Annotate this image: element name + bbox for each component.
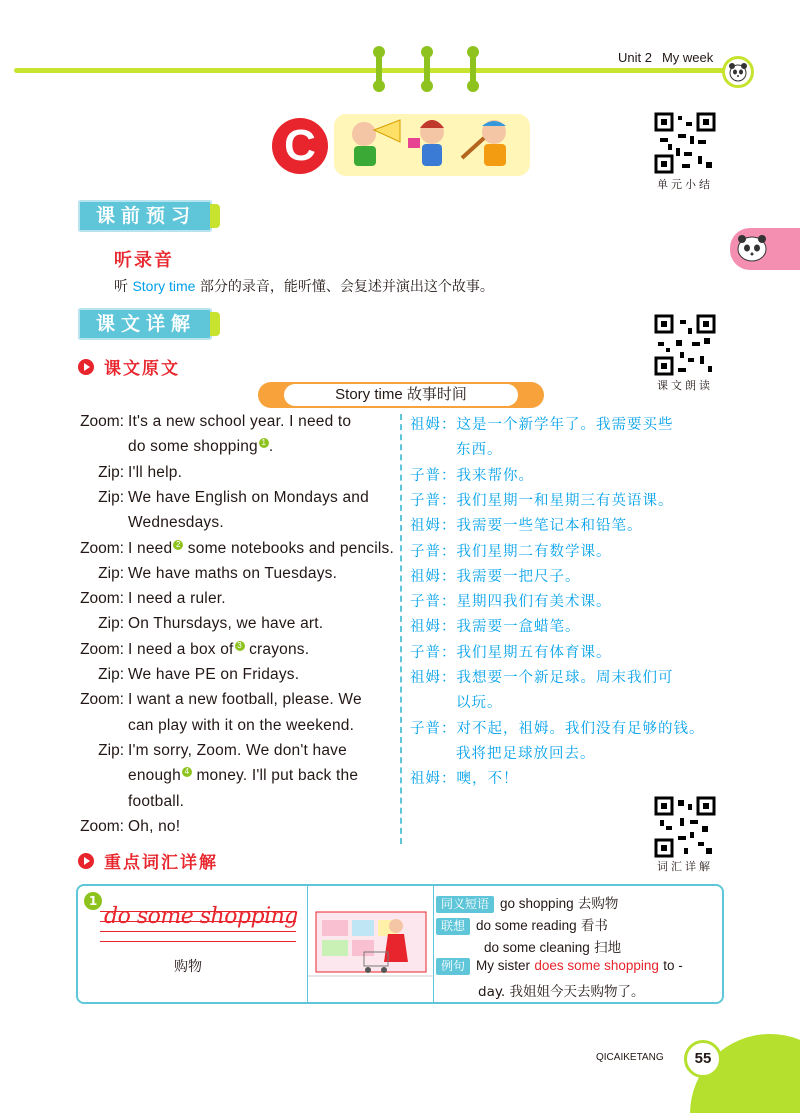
english-dialogue-line: Wednesdays. [128, 514, 224, 532]
speaker-label: Zip: [98, 564, 124, 582]
chinese-dialogue-line: 子普：我们星期一和星期三有英语课。 [410, 492, 674, 509]
vocab-heading-label: 重点词汇详解 [104, 853, 218, 873]
english-dialogue-line: football. [128, 792, 185, 810]
unit-title: My week [661, 50, 714, 65]
chinese-dialogue-line: 子普：我们星期二有数学课。 [410, 543, 612, 560]
vocab-association-row-2 [484, 936, 621, 956]
speaker-label: Zoom: [80, 413, 124, 430]
chinese-dialogue-line: 子普：对不起，祖姆。我们没有足够的钱。 [410, 720, 705, 737]
english-dialogue-line: I want a new football, please. We [128, 691, 362, 709]
qr-label-reading: 课文朗读 [657, 379, 713, 392]
example-continuation: day. 我姐姐今天去购物了。 [478, 984, 645, 1000]
speaker-label: Zip: [98, 488, 124, 506]
synonym-meaning: 去购物 [577, 896, 619, 912]
english-dialogue-line: I need 2 some notebooks and pencils. [128, 539, 394, 557]
binder-ring [470, 50, 476, 88]
panda-icon [722, 56, 754, 88]
chinese-dialogue-line: 以玩。 [456, 695, 503, 712]
side-tab [730, 228, 800, 270]
speaker-label: Zoom: [80, 640, 124, 658]
speaker-label: Zoom: [80, 817, 124, 835]
panda-icon [734, 231, 774, 267]
english-dialogue-line: I'm sorry, Zoom. We don't have [128, 741, 347, 759]
association-tag: 联想 [436, 918, 470, 935]
association-phrase-1: do some reading [476, 918, 577, 933]
subheading-listen: 听录音 [114, 250, 174, 271]
subheading-original-text [78, 354, 180, 379]
english-dialogue-line: can play with it on the weekend. [128, 716, 355, 734]
unit-number: Unit 2 [618, 50, 652, 65]
example-start: My sister [476, 958, 531, 973]
qr-code-reading[interactable] [654, 314, 716, 376]
english-dialogue-line: enough 4 money. I'll put back the [128, 767, 359, 785]
intro-suffix: 部分的录音，能听懂、会复述并演出这个故事。 [199, 279, 494, 295]
binder-ring [424, 50, 430, 88]
chinese-dialogue-line: 东西。 [456, 442, 503, 459]
speaker-label: Zoom: [80, 691, 124, 709]
example-tag: 例句 [436, 958, 470, 975]
english-dialogue-line: do some shopping 1 . [128, 438, 274, 456]
speaker-label: Zoom: [80, 590, 124, 608]
play-bullet-icon [78, 359, 94, 375]
shopping-illustration [308, 886, 434, 1002]
section-heading-preview: 课前预习 [78, 200, 212, 232]
section-heading-lesson: 课文详解 [78, 308, 212, 340]
chinese-dialogue-line: 子普：我们星期五有体育课。 [410, 644, 612, 661]
qr-label-summary: 单元小结 [657, 178, 713, 191]
footnote-marker: 1 [259, 438, 269, 448]
section-letter-badge: C [272, 118, 328, 174]
association-phrase-2: do some cleaning [484, 940, 590, 955]
chinese-dialogue-line: 祖姆：我想要一个新足球。周末我们可 [410, 670, 674, 686]
dialogue-divider [400, 414, 402, 844]
chinese-dialogue-line: 子普：星期四我们有美术课。 [410, 594, 612, 611]
subheading-vocab [78, 848, 218, 873]
binder-ring [376, 50, 382, 88]
footnote-marker: 3 [235, 641, 245, 651]
association-meaning-1: 看书 [580, 918, 608, 934]
english-dialogue-line: We have PE on Fridays. [128, 666, 300, 683]
vocab-synonym-row [436, 892, 618, 913]
english-dialogue-line: On Thursdays, we have art. [128, 615, 324, 633]
qr-code-vocab[interactable] [654, 796, 716, 858]
chinese-dialogue-line: 祖姆：我需要一把尺子。 [410, 568, 581, 585]
intro-prefix: 听 [114, 279, 128, 295]
qr-label-vocab: 词汇详解 [657, 860, 713, 873]
speaker-label: Zoom: [80, 539, 124, 557]
speaker-label: Zip: [98, 463, 124, 481]
vocab-phrase-cell [78, 886, 308, 1002]
example-end: to - [663, 958, 683, 973]
unit-heading [618, 50, 723, 65]
intro-keyword: Story time [132, 278, 196, 294]
synonym-phrase: go shopping [500, 896, 574, 911]
chinese-dialogue-line: 子普：我来帮你。 [410, 467, 534, 484]
footer-brand: QICAIKETANG [596, 1052, 664, 1063]
qr-code-summary[interactable] [654, 112, 716, 174]
english-dialogue-line: I need a ruler. [128, 590, 226, 608]
page-number: 55 [684, 1040, 722, 1078]
chinese-dialogue-line: 祖姆：这是一个新学年了。我需要买些 [410, 417, 674, 433]
chinese-dialogue-line: 祖姆：噢，不！ [410, 771, 519, 788]
vocab-number-badge: 1 [84, 892, 102, 910]
english-dialogue-line: It's a new school year. I need to [128, 413, 352, 430]
vocab-card [76, 884, 724, 1004]
synonym-tag: 同义短语 [436, 896, 494, 913]
vocab-phrase-meaning: 购物 [174, 959, 202, 975]
association-meaning-2: 扫地 [594, 940, 622, 956]
header-rule [14, 68, 734, 73]
english-dialogue-line: We have maths on Tuesdays. [128, 564, 338, 582]
speaker-label: Zip: [98, 741, 124, 759]
english-dialogue-line: Oh, no! [128, 817, 181, 835]
speaker-label: Zip: [98, 666, 124, 683]
example-highlight: does some shopping [534, 958, 659, 973]
chinese-dialogue-line: 我将把足球放回去。 [456, 745, 596, 762]
english-dialogue-line: We have English on Mondays and [128, 488, 369, 506]
vocab-association-row [436, 914, 608, 935]
english-dialogue-line: I'll help. [128, 463, 183, 481]
english-dialogue-line: I need a box of 3 crayons. [128, 640, 310, 658]
vocab-phrase: do some shopping [104, 904, 298, 929]
chinese-dialogue-line: 祖姆：我需要一些笔记本和铅笔。 [410, 518, 643, 535]
footnote-marker: 2 [173, 540, 183, 550]
intro-text [114, 276, 494, 296]
story-time-banner [258, 382, 544, 408]
chinese-dialogue-line: 祖姆：我需要一盒蜡笔。 [410, 619, 581, 636]
play-bullet-icon [78, 853, 94, 869]
original-text-label: 课文原文 [104, 359, 180, 379]
children-parade-illustration [334, 114, 530, 176]
story-time-title: Story time 故事时间 [284, 384, 518, 406]
vocab-example-row-2 [478, 980, 645, 1000]
footnote-marker: 4 [182, 767, 192, 777]
speaker-label: Zip: [98, 615, 124, 633]
vocab-example-row [436, 958, 683, 975]
